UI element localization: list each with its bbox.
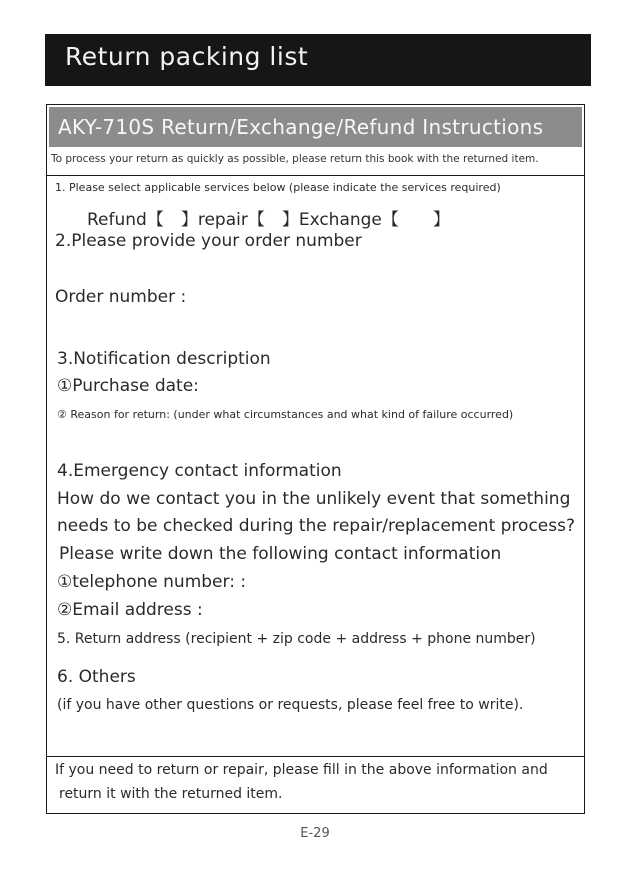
- section4-line3: Please write down the following contact information: [59, 544, 502, 564]
- footer-line2: return it with the returned item.: [59, 786, 283, 802]
- header-bar: [45, 34, 591, 86]
- section5-heading: 5. Return address (recipient + zip code + address + phone number): [57, 631, 536, 647]
- email-label: ②Email address :: [57, 600, 203, 620]
- section4-line1: How do we contact you in the unlikely event that something: [57, 489, 571, 509]
- section6-note: (if you have other questions or requests, please feel free to write).: [57, 697, 524, 713]
- section4-line2: needs to be checked during the repair/replacement process?: [57, 516, 575, 536]
- telephone-label: ①telephone number: :: [57, 572, 247, 592]
- page-title: Return packing list: [65, 42, 309, 71]
- section6-heading: 6. Others: [57, 667, 136, 687]
- divider: [47, 175, 584, 176]
- page-number: E-29: [300, 826, 330, 841]
- notice-text: To process your return as quickly as possible, please return this book with the returned item.: [51, 153, 539, 165]
- footer-line1: If you need to return or repair, please fill in the above information and: [55, 762, 548, 778]
- return-reason-label: ② Reason for return: (under what circumstances and what kind of failure occurred): [57, 408, 514, 421]
- order-number-label: Order number :: [55, 287, 187, 307]
- instructions-title-bar: [49, 107, 582, 147]
- section4-heading: 4.Emergency contact information: [57, 461, 342, 481]
- section2-heading: 2.Please provide your order number: [55, 231, 362, 251]
- section3-heading: 3.Notification description: [57, 349, 271, 369]
- service-options: Refund【 】repair【 】Exchange【 】: [87, 210, 450, 230]
- divider: [47, 756, 584, 757]
- return-form: [46, 104, 585, 814]
- purchase-date-label: ①Purchase date:: [57, 376, 199, 396]
- instructions-title: AKY-710S Return/Exchange/Refund Instructions: [58, 115, 544, 139]
- section1-heading: 1. Please select applicable services below (please indicate the services required): [55, 181, 501, 194]
